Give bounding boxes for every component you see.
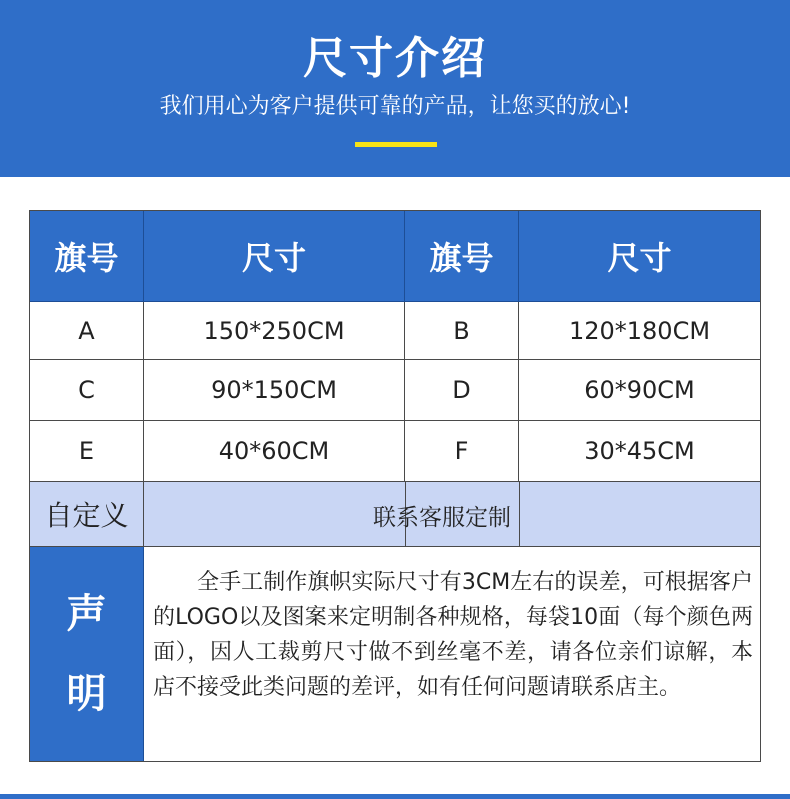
flag-cell-c: C	[30, 360, 144, 421]
title-underline	[355, 142, 437, 147]
notice-label-line1: 声	[66, 591, 107, 637]
size-cell-c: 90*150CM	[144, 360, 405, 421]
bottom-border	[0, 794, 790, 799]
flag-cell-e: E	[30, 421, 144, 482]
size-cell-d: 60*90CM	[519, 360, 760, 421]
flag-cell-b: B	[405, 302, 519, 360]
page-title: 尺寸介绍	[303, 33, 487, 84]
header-flag-2: 旗号	[405, 211, 519, 302]
header-banner	[0, 0, 790, 177]
header-size-2: 尺寸	[519, 211, 760, 302]
size-table	[29, 210, 761, 762]
flag-cell-f: F	[405, 421, 519, 482]
flag-cell-a: A	[30, 302, 144, 360]
notice-label-line2: 明	[66, 671, 107, 717]
header-size-1: 尺寸	[144, 211, 405, 302]
size-cell-e: 40*60CM	[144, 421, 405, 482]
header-flag-1: 旗号	[30, 211, 144, 302]
size-cell-b: 120*180CM	[519, 302, 760, 360]
size-cell-f: 30*45CM	[519, 421, 760, 482]
custom-label: 自定义	[30, 482, 144, 547]
page-subtitle: 我们用心为客户提供可靠的产品，让您买的放心!	[159, 94, 631, 119]
flag-cell-d: D	[405, 360, 519, 421]
notice-text: 全手工制作旗帜实际尺寸有3CM左右的误差，可根据客户的LOGO以及图案来定明制各种规格，每袋10面（每个颜色两面），因人工裁剪尺寸做不到丝毫不差，请各位亲们谅解，本店不接受此类问题的差评，如有任何问题请联系店主。	[153, 570, 753, 700]
custom-contact-text: 联系客服定制	[373, 505, 511, 531]
notice-label	[30, 547, 144, 761]
size-cell-a: 150*250CM	[144, 302, 405, 360]
